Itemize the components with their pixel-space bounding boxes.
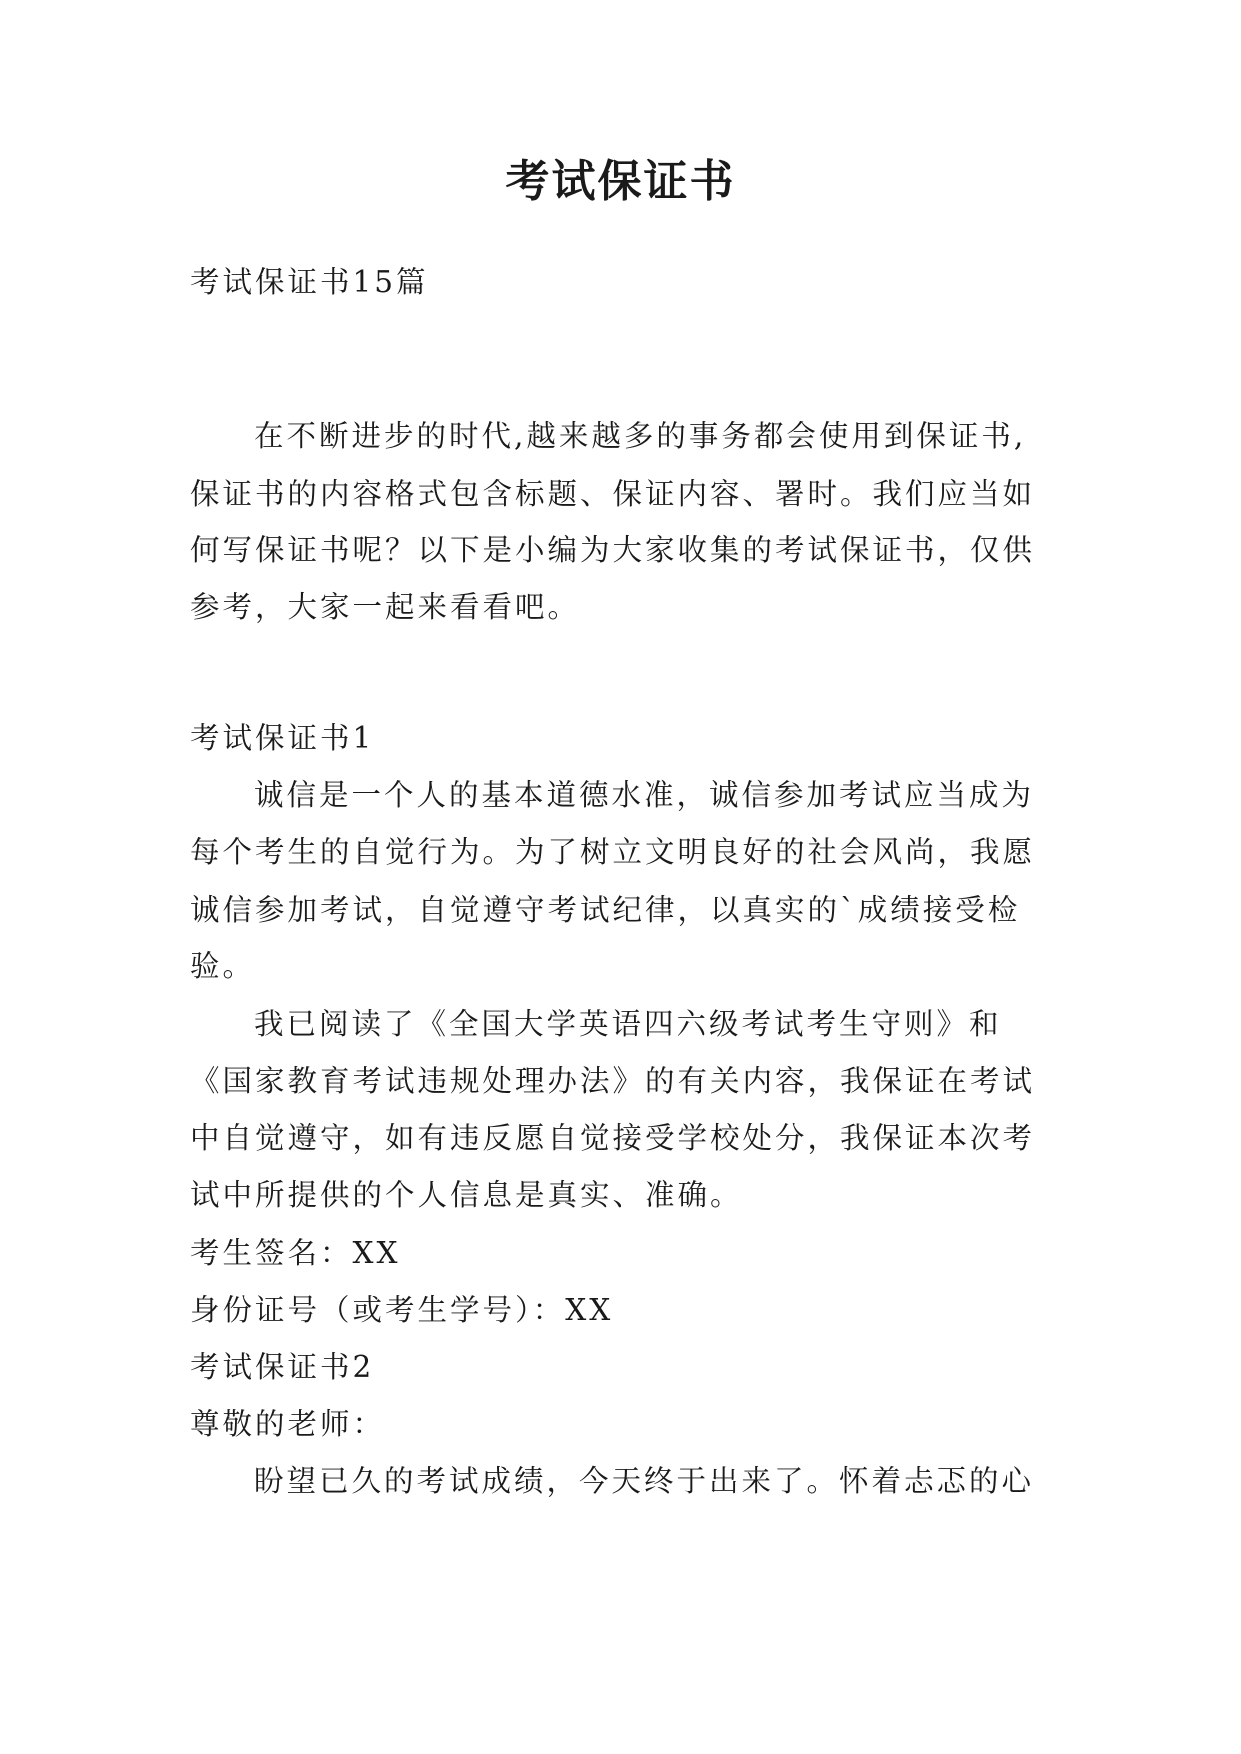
section1-para1-line: 诚信是一个人的基本道德水准，诚信参加考试应当成为 — [254, 778, 1035, 812]
intro-line: 在不断进步的时代,越来越多的事务都会使用到保证书, — [254, 419, 1027, 453]
section1-para1-line: 每个考生的自觉行为。为了树立文明良好的社会风尚，我愿 — [190, 835, 1036, 869]
intro-line: 何写保证书呢？以下是小编为大家收集的考试保证书，仅供 — [190, 533, 1036, 567]
section2-para1-line: 盼望已久的考试成绩，今天终于出来了。怀着忐忑的心 — [254, 1464, 1035, 1498]
signature-line: 考生签名：XX — [190, 1236, 401, 1270]
id-number-line: 身份证号（或考生学号）：XX — [190, 1293, 614, 1327]
document-subtitle: 考试保证书15篇 — [190, 265, 429, 299]
section1-para2-line: 中自觉遵守，如有违反愿自觉接受学校处分，我保证本次考 — [190, 1121, 1036, 1155]
document-title: 考试保证书 — [505, 156, 736, 207]
intro-line: 保证书的内容格式包含标题、保证内容、署时。我们应当如 — [190, 477, 1036, 511]
section1-para1-line: 诚信参加考试，自觉遵守考试纪律，以真实的`成绩接受检 — [190, 893, 1021, 927]
section1-para1-line: 验。 — [190, 949, 256, 983]
section1-para2-line: 《国家教育考试违规处理办法》的有关内容，我保证在考试 — [190, 1064, 1036, 1098]
section-heading: 考试保证书1 — [190, 721, 375, 755]
intro-line: 参考，大家一起来看看吧。 — [190, 590, 581, 624]
section1-para2-line: 我已阅读了《全国大学英语四六级考试考生守则》和 — [254, 1007, 1002, 1041]
section-heading: 考试保证书2 — [190, 1350, 375, 1384]
salutation-line: 尊敬的老师： — [190, 1407, 386, 1441]
section1-para2-line: 试中所提供的个人信息是真实、准确。 — [190, 1178, 743, 1212]
